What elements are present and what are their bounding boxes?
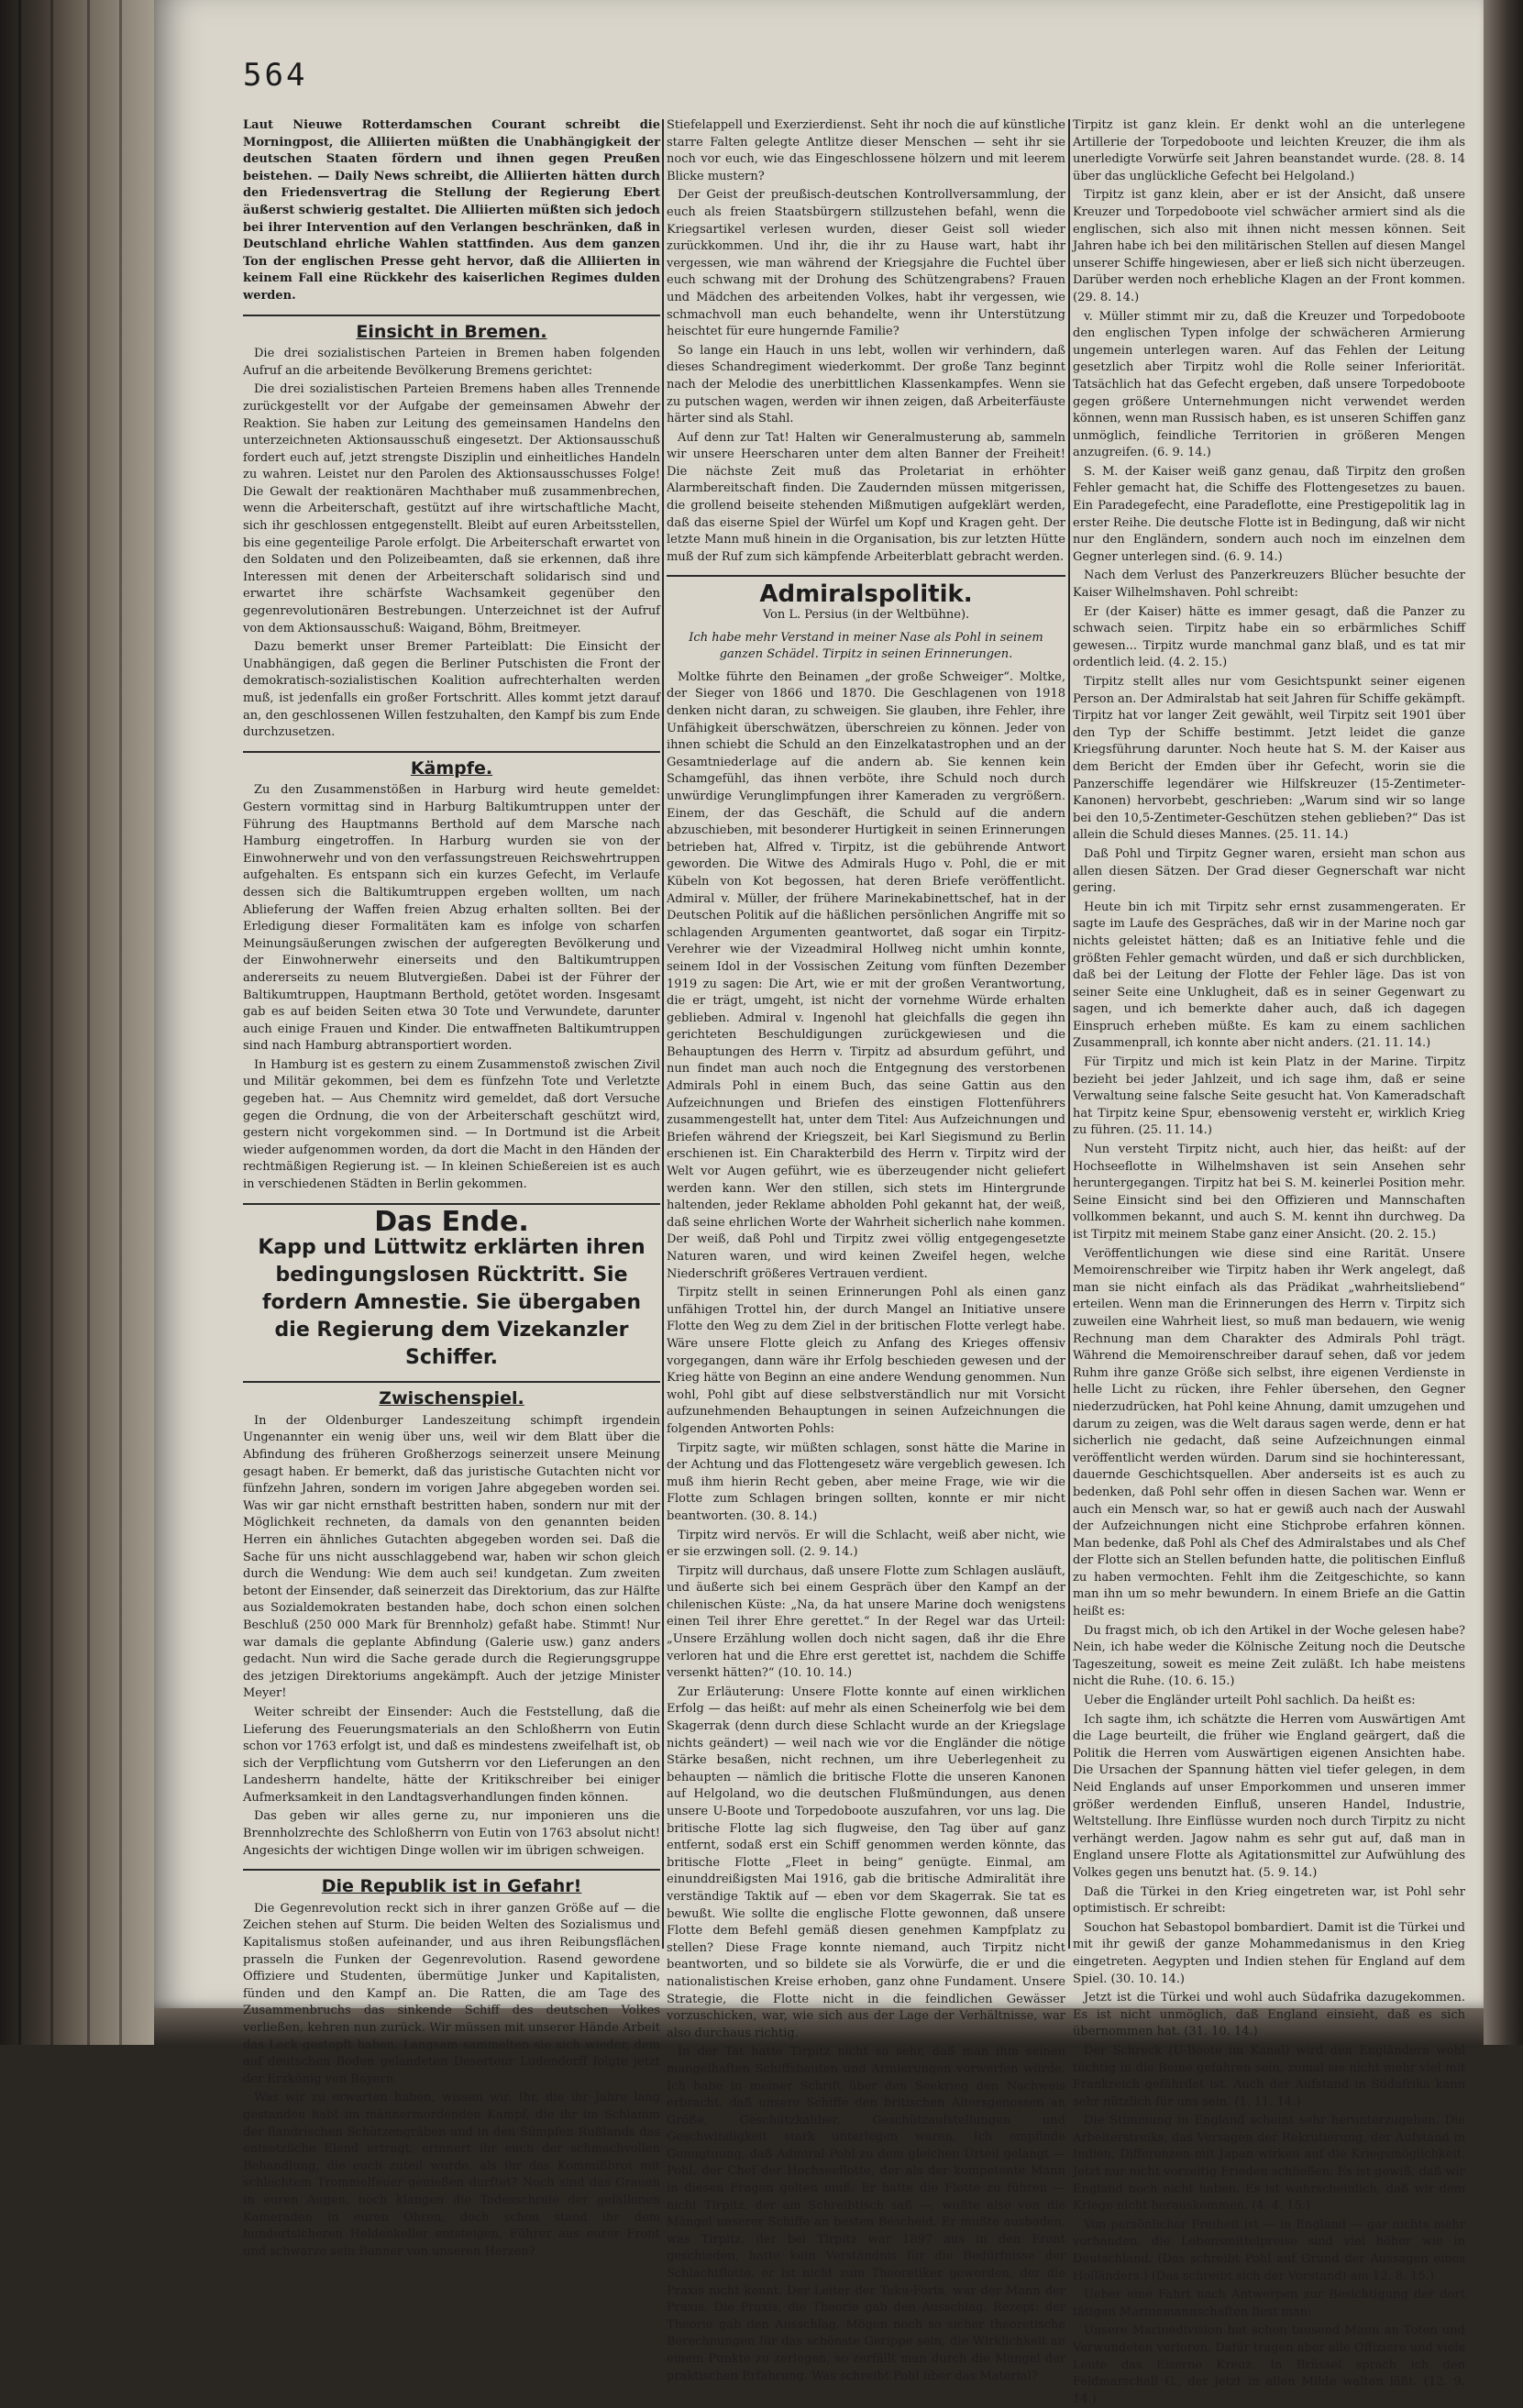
breaking-headline: Kapp und Lüttwitz erklärten ihren bedingungslosen Rücktritt. Sie fordern Amnestie. Sie übergaben die Regierung dem Vizekanzler Schiffer. [258,1236,646,1370]
paragraph: In Hamburg ist es gestern zu einem Zusammenstoß zwischen Zivil und Militär gekommen, bei dem es fünfzehn Tote und Verletzte gegeben hat. — Aus Chemnitz wird gemeldet, daß dort Versuche gegen die Ordnung, die von der Arbeiterschaft geschützt wird, gestern nicht vorgekommen sind. — In Dortmund ist die Arbeit wieder aufgenommen worden, da dort die Macht in den Händen der rechtmäßigen Regierung ist. — In kleinen Schießereien ist es auch in verschiedenen Städten in Berlin gekommen. [243,1057,660,1192]
paragraph: Veröffentlichungen wie diese sind eine Rarität. Unsere Memoirenschreiber wie Tirpitz haben ihr Werk angelegt, daß man sie nicht einfach als das Prädikat „wahrheitsliebend“ erteilen. Wenn man die Erinnerungen des Herrn v. Tirpitz sich zuweilen eine Wahrheit liest, so muß man bedauern, wie wenig Rechnung man dem Charakter des Admirals Pohl trägt. Während die Memoirenschreiber darauf sehen, daß vor jedem Ruhm ihre ganze Größe sich selbst, ihre eigenen Verdienste in helle Licht zu rücken, ihre Fehler übersehen, den Gegner niederzudrücken, hat Pohl keine Ahnung, damit umzugehen und darum zu zeigen, was die Welt daraus sagen werde, denn er hat sicherlich nie gedacht, daß seine Aufzeichnungen einmal veröffentlicht werden würden. Darum sind sie hochinteressant, dauernde Geschichtsquellen. Aber anderseits ist es auch zu bedenken, daß Pohl sehr offen in diesen Sachen war. Wenn er auch ein Mensch war, so hat er gewiß auch nach der Auswahl der Aufzeichnungen nicht eine Stichprobe erfahren können. Man bedenke, daß Pohl als Chef des Admiralstabes und als Chef der Flotte sich an Stellen befunden hatte, die politischen Einfluß zu haben vermochten. Fehlt ihm die Zeitgeschichte, so kann man ihn um so mehr bewundern. In einem Briefe an die Gattin heißt es: [1073,1246,1465,1619]
quote-paragraph: Tirpitz wird nervös. Er will die Schlacht, weiß aber nicht, wie er sie erzwingen soll. (2. 9. 14.) [667,1528,1065,1560]
paragraph: Du fragst mich, ob ich den Artikel in der Woche gelesen habe? Nein, ich habe weder die Kölnische Zeitung noch die Deutsche Tageszeitung, soweit es meine Zeit zuläßt. Ich habe meistens nicht die Ruhe. (10. 6. 15.) [1073,1623,1465,1689]
paragraph: In der Oldenburger Landeszeitung schimpft irgendein Ungenannter ein wenig über uns, weil wir dem Blatt über die Abfindung des früheren Großherzogs seinerzeit unsere Meinung gesagt haben. Er bemerkt, daß das juristische Gutachten nicht vor fünfzehn Jahren, sondern im vorigen Jahre abgegeben worden sei. Was wir gar nicht ernsthaft bestritten haben, sondern nur mit der Möglichkeit rechneten, da damals von den genannten beiden Herren ein ähnliches Gutachten abgegeben worden sei. Daß die Sache für uns nicht ausschlaggebend war, haben wir schon gleich durch die Wendung: Wie dem auch sei! kundgetan. Zum zweiten betont der Einsender, daß seinerzeit das Direktorium, das zur Hälfte aus Sozialdemokraten bestanden habe, doch schon einen solchen Beschluß (250 000 Mark für Brennholz) gefaßt habe. Stimmt! Nur war damals die geplante Abfindung (Galerie usw.) ganz anders gedacht. Nun wird die Sache gerade durch die Regierungsgruppe des jetzigen Direktoriums angekämpft. Auch der jetzige Minister Meyer! [243,1413,660,1701]
book-binding [0,0,154,2045]
paragraph: Tirpitz ist ganz klein. Er denkt wohl an die unterlegene Artillerie der Torpedoboote und leichten Kreuzer, die ihm als unerledigte Vorwürfe seit Jahren beanstandet wurde. (28. 8. 14 über das unglückliche Gefecht bei Helgoland.) [1073,118,1465,183]
column-middle [667,117,1065,2383]
paragraph: In der Tat hatte Tirpitz nicht so sehr, daß man ihm seinen mangelhaften Schiffsbauten und Armierungen vorwerfen würde. Ich habe in meiner Schrift über den Seekrieg den Nachweis erbracht, daß unsere Schiffe den britischen Altersgenossen an Größe, Geschützkaliber, Geschützaufstellungen und Geschwindigkeit stark unterlegen waren. Ich empfinde Genugtuung, daß Admiral Pohl zu dem gleichen Urteil gelangt — Pohl, der Chef der Hochseeflotte, der als der kompetente Mann in diesen Fragen gelten muß. Er hatte die Flotte zu führen — nicht Tirpitz, der am Schreibtisch saß —, wußte also von die Mängel unserer Schiffe an besten Bescheid. Er mußte ausbaden, was Tirpitz, der bei Tirpitz war 1897 aus in den Front geschieden, hatte kein Verständnis für die Bedürfnisse der Schlachtflotte, er ist nicht zum Theoretiker geworden, der die Praxis nicht kennt. Der Leiter der Taku-Forts, war der Mann der Praxis. Die Praxis, die Theorie gab den Ausschlag. Rezept: der Theorie gab den Ausschlag. Mögen noch so sicher theoretische Berechnungen für das schönste Gerippe sein, die Wirklichkeit an einem Punkte zu zerlegen, so zerfällt man durch die Mangel der praktischen Erfahrung. Was schreibt Pohl über das Material? [667,2045,1065,2383]
paragraph: Moltke führte den Beinamen „der große Schweiger“. Moltke, der Sieger von 1866 und 1870. Die Geschlagenen von 1918 denken nicht daran, zu schweigen. Sie glauben, ihre Fehler, ihre Unfähigkeit überschwätzen, überschreien zu können. Jeder von ihnen schiebt die Schuld an den Einzelkatastrophen und an der Gesamtniederlage auf die andern ab. Sie kennen kein Schamgefühl, das ihnen verböte, ihre Schuld noch durch unwürdige Verunglimpfungen ihrer Kameraden zu vergrößern. Einem, der das Geschäft, die Schuld auf die andern abzuschieben, mit besonderer Hurtigkeit in seinen Erinnerungen betrieben hat, Alfred v. Tirpitz, ist die gebührende Antwort geworden. Die Witwe des Admirals Hugo v. Pohl, die er mit Kübeln von Kot begossen, hat deren Briefe veröffentlicht. Admiral v. Müller, der frühere Marinekabinettschef, hat in der Deutschen Politik auf die häßlichen persönlichen Angriffe mit so schlagenden Argumenten geantwortet, daß sogar ein Tirpitz-Verehrer wie der Vizeadmiral Hollweg nicht umhin konnte, seinem Idol in der Vossischen Zeitung vom fünften Dezember 1919 zu sagen: Die Art, wie er mit der großen Verantwortung, die er trägt, umgeht, ist nicht der vornehme Würde erhalten geblieben. Admiral v. Ingenohl hat gleichfalls die gegen ihn gerichteten Beschuldigungen zurückgewiesen und die Behauptungen des Herrn v. Tirpitz ad absurdum geführt, und nun findet man auch noch die Entgegnung des verstorbenen Admirals Pohl in einem Buch, das seine Gattin aus den Aufzeichnungen und Briefen des einstigen Flottenführers zusammengestellt hat, unter dem Titel: Aus Aufzeichnungen und Briefen während der Kriegszeit, bei Karl Siegismund zu Berlin erschienen ist. Ein Charakterbild des Herrn v. Tirpitz wird der Welt vor Augen geführt, wie es überzeugender nicht geliefert werden kann. Wer den stillen, sich stets im Hintergrunde haltenden, jeder Reklame abholden Pohl gekannt hat, der weiß, daß seine ehrlichen Worte der Wahrheit sicherlich nahe kommen. Der weiß, daß Pohl und Tirpitz zwei völlig entgegengesetzte Naturen waren, und wird keinen Zweifel hegen, welche Niederschrift größeres Vertrauen verdient. [667,669,1065,1281]
intro-paragraph: Laut Nieuwe Rotterdamschen Courant schreibt die Morningpost, die Alliierten müßten die Unabhängigkeit der deutschen Staaten fördern und ihnen gegen Preußen beistehen. — Daily News schreibt, die Alliierten hätten durch den Friedensvertrag die Stellung der Regierung Ebert äußerst schwierig gestaltet. Die Alliierten müßten sich jedoch bei ihrer Intervention auf den Verlangen beschränken, daß in Deutschland ehrliche Wahlen stattfinden. Aus dem ganzen Ton der englischen Presse geht hervor, daß die Alliierten in keinem Fall eine Rückkehr des kaiserlichen Regimes dulden werden. [243,118,660,303]
paragraph: Der Schreck (U-Boote im Kanal) wird den Engländern wohl tüchtig in die Beine gefahren sein, zumal sie nicht mehr viel mit Frankreich gefährdet ist. Auch der Aufstand in Südafrika kann sehr nützlich für uns sein. (1. 11. 14.) [1073,2043,1465,2109]
section-title-republik: Die Republik ist in Gefahr! [321,1876,582,1897]
binding-stripe [50,0,53,2045]
column-left [243,117,660,2259]
paragraph: Heute bin ich mit Tirpitz sehr ernst zusammengeraten. Er sagte im Laufe des Gespräches, daß wir in der Marine noch gar nichts geleistet hätten; daß es an Initiative fehle und die größten Fehler gemacht würden, und daß er sich durchblicken, daß bei der Leitung der Flotte der Fehler läge. Das ist von seiner Seite eine Unklugheit, daß es in seiner Gegenwart zu sagen, und ich bemerkte daher auch, daß ich dagegen Einspruch erheben müßte. Es kam zu einem sachlichen Zusammenprall, ich konnte aber nicht anders. (21. 11. 14.) [1073,900,1465,1051]
paragraph: Die drei sozialistischen Parteien in Bremen haben folgenden Aufruf an die arbeitende Bevölkerung Bremens gerichtet: [243,347,660,378]
section-separator [667,575,1065,577]
quote-paragraph: Tirpitz stellt in seinen Erinnerungen Pohl als einen ganz unfähigen Trottel hin, der durch Mangel an Initiative unsere Flotte den Weg zu dem Ziel in der britischen Flotte verlegt habe. Wäre unsere Flotte gleich zu Anfang des Krieges offensiv vorgegangen, dann wäre ihr Erfolg beschieden gewesen und der Krieg hätte von Beginn an eine andere Wendung genommen. Nun wohl, Pohl gibt auf diese selbstverständlich nur mit Vorsicht aufzunehmenden Behauptungen in seinen Aufzeichnungen die folgenden Antworten Pohls: [667,1286,1065,1436]
paragraph: Was wir zu erwarten haben, wissen wir. Ihr, die ihr Jahre lang gestanden habt im männermordenden Kampf, die ihr im Schlamm der flandrischen Schützengräben und in den Sümpfen Rußlands das entsetzliche Elend ertragt, erinnert ihr euch der schmachvollen Behandlung, die euch zuteil wurde, als ihr das Kommißbrot mit schlechtem Trommelfeuer genießen durftet? Noch sind das Grauen in euren Augen, noch klangen die Todesschreie der gefallenen Kameraden in euren Ohren, doch schon stand ihr dem hundertsicheren Heldenkeller entsteigen, Führer aus eurer Front und schwarze sein Banner von unseren Herzen? [243,2091,660,2259]
column-rule [662,119,664,1949]
column-right [1073,117,1465,2406]
section-title-einsicht: Einsicht in Bremen. [356,321,547,342]
quote-paragraph: Tirpitz will durchaus, daß unsere Flotte zum Schlagen ausläuft, und äußerte sich bei einem Gespräch über den Kampf an der chilenischen Küste: „Na, da hat unsere Marine doch wenigstens einen Teil ihrer Ehre gerettet.“ In der Regel war das Urteil: „Unsere Erzählung wollen doch nicht sagen, daß ihr die Ehre verloren hat und die Ehre erst gerettet ist, nachdem die Schiffe versenkt hätten?“ (10. 10. 14.) [667,1563,1065,1681]
paragraph: Daß die Türkei in den Krieg eingetreten war, ist Pohl sehr optimistisch. Er schreibt: [1073,1884,1465,1916]
paragraph: Die Gegenrevolution reckt sich in ihrer ganzen Größe auf — die Zeichen stehen auf Sturm. Die beiden Welten des Sozialismus und Kapitalismus stoßen aufeinander, und aus ihren Reibungsflächen prasseln die Funken der Gegenrevolution. Rasend gewordene Offiziere und Studenten, übermütige Junker und Kapitalisten, fünden und den Kampf an. Die Ratten, die am Tage des Zusammenbruchs das sinkende Schiff des deutschen Volkes verließen, kehren nun zurück. Wir müssen mit unserer Hände Arbeit das Leck gestopft haben. Langsam sammelten sie sich wieder, dem auf deutschen Boden gelandeten Deserteur Ludendorff folgte jetzt der Erzkönig von Bayern. [243,1901,660,2086]
section-separator [243,1869,660,1871]
paragraph: Stiefelappell und Exerzierdienst. Seht ihr noch die auf künstliche starre Falten gelegte Antlitze dieser Menschen — seht ihr sie noch vor euch, wie das Eingeschlossene hölzern und mit leerem Blicke mustern? [667,118,1065,183]
paragraph: Tirpitz stellt alles nur vom Gesichtspunkt seiner eigenen Person an. Der Admiralstab hat seit Jahren für Schiffe gekämpft. Tirpitz hat vor langer Zeit gewählt, weil Tirpitz seit 1901 über den Typ der Schiffe bestimmt. Jetzt leidet die ganze Kriegsführung darunter. Noch heute hat S. M. der Kaiser aus dem Bericht der Emden über ihr Gefecht, worin sie die Panzerschiffe legendärer wie Hilfskreuzer (15-Zentimeter-Kanonen) hervorbebt, geschrieben: „Warum sind wir so lange bei den 10,5-Zentimeter-Geschützen stehen geblieben?“ Das ist allein die Schuld dieses Mannes. (25. 11. 14.) [1073,675,1465,843]
section-title-zwischenspiel: Zwischenspiel. [379,1388,524,1409]
section-separator [243,1381,660,1383]
paragraph: Nun versteht Tirpitz nicht, auch hier, das heißt: auf der Hochseeflotte in Wilhelmshaven ist sein Ansehen sehr heruntergegangen. Tirpitz hat bei S. M. keinerlei Position mehr. Seine Einsicht sind bei den Offizieren und Mannschaften vollkommen bekannt, und auch S. M. kennt ihn durchweg. Da ist Tirpitz mit meinem Stabe ganz einer Ansicht. (20. 2. 15.) [1073,1143,1465,1242]
binding-stripe [87,0,90,2045]
section-title-kaempfe: Kämpfe. [410,757,493,779]
page-edge-shadow [1484,0,1523,2045]
article-byline: Von L. Persius (in der Weltbühne). [762,608,970,623]
paragraph: Nach dem Verlust des Panzerkreuzers Blücher besuchte der Kaiser Wilhelmshaven. Pohl schreibt: [1073,569,1465,601]
binding-stripe [119,0,122,2045]
paragraph: Ueber eine Fahrt nach Antwerpen zur Besichtigung der dort tätigen Marinemannschaften liest man: [1073,2288,1465,2319]
binding-stripe [18,0,21,2045]
article-title-admiralspolitik: Admiralspolitik. [759,580,973,609]
paragraph: S. M. der Kaiser weiß ganz genau, daß Tirpitz den großen Fehler gemacht hat, die Schiffe des Flottengesetzes zu bauen. Ein Paradegefecht, eine Paradeflotte, eine Prestigepolitik lag in erster Reihe. Die deutsche Flotte ist in Bedingung, daß wir nicht nur den Engländern, sondern auch noch im einzelnen dem Gegner unterlegen sind. (6. 9. 14.) [1073,464,1465,564]
paragraph: Ich sagte ihm, ich schätzte die Herren vom Auswärtigen Amt die Lage beurteilt, die früher wie England geärgert, daß die Politik die Herren vom Auswärtigen eigenen Ansichten habe. Die Ursachen der Spannung hätten viel tiefer gelegen, in dem Neid Englands auf unser Emporkommen und unseren immer größer werdenden Einfluß, unseren Handel, Industrie, Weltstellung. Ihre Einflüsse wurden noch durch Tirpitz zu nicht verhängt werden. Jagow nahm es sehr gut auf, daß man in England unsere Flotte als Agitationsmittel zur Aufwühlung des Volkes gegen uns benutzt hat. (5. 9. 14.) [1073,1712,1465,1880]
section-separator [243,751,660,753]
section-separator [243,1203,660,1205]
paragraph: Dazu bemerkt unser Bremer Parteiblatt: Die Einsicht der Unabhängigen, daß gegen die Berliner Putschisten die Front der demokratisch-sozialistischen Koalition aufrechterhalten werden muß, ist jedenfalls ein großer Fortschritt. Alles kommt jetzt darauf an, den geschlossenen Willen festzuhalten, den Kampf bis zum Ende durchzusetzen. [243,640,660,740]
paragraph: Souchon hat Sebastopol bombardiert. Damit ist die Türkei und mit ihr gewiß der ganze Mohammedanismus in den Krieg eingetreten. Aegypten und Indien stehen für England auf dem Spiel. (30. 10. 14.) [1073,1920,1465,1986]
section-title-das-ende: Das Ende. [374,1205,529,1238]
paragraph: Tirpitz ist ganz klein, aber er ist der Ansicht, daß unsere Kreuzer und Torpedoboote viel schwächer armiert sind als die englischen, sich also mit ihnen nicht messen können. Seit Jahren habe ich bei den militärischen Stellen auf diesen Mangel unserer Schiffe hingewiesen, aber er ließ sich nicht überzeugen. Darüber werden noch erhebliche Klagen an der Front kommen. (29. 8. 14.) [1073,188,1465,304]
paragraph: Jetzt ist die Türkei und wohl auch Südafrika dazugekommen. Es ist nicht unmöglich, daß England einsieht, daß es sich übernommen hat. (31. 10. 14.) [1073,1991,1465,2039]
paragraph: Die Stimmung in England scheint sehr herunterzugehen. Die Arbeiterstreiks, das Versagen der Rekrutierung, der Aufstand in Indien, Differenzen mit Japan wirken auf die Kriegsmöglichkeit. Jetzt nur nicht vorzeitig Frieden schließen. Es ist gewiß, daß wir England noch nicht haben. Es ist wahrscheinlich, daß wir dem Kriege nicht herauskommen. (4. 4. 15.) [1073,2114,1465,2214]
paragraph: So lange ein Hauch in uns lebt, wollen wir verhindern, daß dieses Schandregiment wiederkommt. Der große Tanz beginnt nach der Melodie des unerbittlichen Klassenkampfes. Wenn sie zu putschen wagen, werden wir ihnen zeigen, daß Arbeiterfäuste härter sind als Stahl. [667,343,1065,426]
paragraph: Weiter schreibt der Einsender: Auch die Feststellung, daß die Lieferung des Feuerungsmaterials an den Schloßherrn von Eutin schon vor 1763 erfolgt ist, und daß es mindestens zweifelhaft ist, ob sich der Verpflichtung vom Gutsherrn vor den Lieferungen an den Landesherrn handelte, hätte der Kritikschreiber bei einiger Aufmerksamkeit in den Landtagsverhandlungen finden können. [243,1705,660,1805]
paragraph: Der Geist der preußisch-deutschen Kontrollversammlung, der euch als freien Staatsbürgern stillzustehen befahl, wenn die Kriegsartikel verlesen wurden, dieser Geist soll wieder zurückkommen. Und ihr, die ihr zu Hause wart, habt ihr vergessen, wie man während der Kriegsjahre die Fuchtel über euch schwang mit der Drohung des Schützengrabens? Frauen und Mädchen des arbeitenden Volkes, habt ihr vergessen, wie schmachvoll man euch behandelte, wenn ihr Unterstützung heischtet für eure hungernde Familie? [667,188,1065,339]
paragraph: Das geben wir alles gerne zu, nur imponieren uns die Brennholzrechte des Schloßherrn von Eutin von 1763 absolut nicht! Angesichts der wichtigen Dinge wollen wir im übrigen schweigen. [243,1809,660,1858]
paragraph: Von persönlicher Freiheit ist — in England — gar nichts mehr vorhanden, die Lebensmittelpreise sind viel höher wie in Deutschland. (Das schreibt Pohl auf Grund der Aussagen eines Holländers.) (Das schreibt sich der Vorstand) am 12. 8. 15.) [1073,2217,1465,2283]
paragraph: Zu den Zusammenstößen in Harburg wird heute gemeldet: Gestern vormittag sind in Harburg Baltikumtruppen unter der Führung des Hauptmanns Berthold auf dem Marsche nach Hamburg eingetroffen. In Harburg wurden sie von der Einwohnerwehr und von den verfassungstreuen Reichswehrtruppen aufgehalten. Es entspann sich ein kurzes Gefecht, im Verlaufe dessen sich die Baltikumtruppen ergeben wollten, um nach Ablieferung der Waffen freien Abzug erhalten sollten. Bei der Erledigung dieser Formalitäten kam es infolge von scharfen Meinungsäußerungen zwischen der aufgeregten Bevölkerung und der Einwohnerwehr einerseits und den Baltikumtruppen andererseits zu neuem Blutvergießen. Dabei ist der Führer der Baltikumtruppen, Hauptmann Berthold, getötet worden. Insgesamt gab es auf beiden Seiten etwa 30 Tote und Verwundete, darunter auch einige Frauen und Kinder. Die entwaffneten Baltikumtruppen sind nach Hamburg abtransportiert worden. [243,783,660,1054]
paragraph: Zur Erläuterung: Unsere Flotte konnte auf einen wirklichen Erfolg — das heißt: auf mehr als einen Scheinerfolg wie bei dem Skagerrak (denn durch diese Schlacht wurde an der Kriegslage nichts geändert) — weil nach wie vor die Engländer die nötige Stärke besaßen, nicht rechnen, um ihre Ueberlegenheit zu behaupten — nämlich die britische Flotte die unseren Kanonen auf Helgoland, wo die deutschen Flußmündungen, aus denen unsere U-Boote und Torpedoboote auszufahren, vor uns lag. Die britische Flotte lag sich flugweise, den Tag über auf ganz entfernt, sodaß erst ein Schiff genommen werden könnte, das britische Flotte „Fleet in being“ genügte. Einmal, am einunddreißigsten Mai 1916, gab die britische Admiralität ihre verständige Taktik auf — eben vor dem Skagerrak. Sie tat es bewußt. Wie sollte die englische Flotte gewonnen, daß unsere Flotte dem Befehl gemäß diesen genehmen Kampfplatz zu stellen? Diese Frage konnte niemand, auch Tirpitz nicht beantworten, und so bildete sie als Vorwürfe, die er und die nationalistischen Kreise erhoben, ganz ohne Fundament. Unsere Strategie, die Flotte nicht in die feindlichen Gewässer vorzuschicken, war, wie sich aus der Lage der Verhältnisse, war also durchaus richtig. [667,1684,1065,2040]
quote-paragraph: Tirpitz sagte, wir müßten schlagen, sonst hätte die Marine in der Achtung und das Flottengesetz wäre vergeblich gewesen. Ich muß ihm hierin Recht geben, aber meine Frage, wie wir die Flotte zum Schlagen bringen sollten, konnte er mir nicht beantworten. (30. 8. 14.) [667,1441,1065,1523]
paragraph: Unsere Marinedivision hat schon tausend Mann an Toten und Verwundeten verloren. Dafür tragen aber alle Offiziere und viele Leute das Eiserne Kreuz. In Brüssel sprach ich den Feldmarschall G., der jetzt in allen Milde walten läßt. (12. 9. 14.) [1073,2324,1465,2406]
paragraph: Für Tirpitz und mich ist kein Platz in der Marine. Tirpitz bezieht bei jeder Jahlzeit, und ich sage ihm, daß er seine Verwaltung seine falsche Seite gesucht hat. Von Kameradschaft hat Tirpitz keine Spur, ebensowenig versteht er, wirklich Krieg zu führen. (25. 11. 14.) [1073,1055,1465,1138]
page-number: 564 [243,57,308,94]
paragraph: Ueber die Engländer urteilt Pohl sachlich. Da heißt es: [1084,1694,1416,1708]
paragraph: v. Müller stimmt mir zu, daß die Kreuzer und Torpedoboote den englischen Typen infolge der schwächeren Armierung ungemein unterlegen waren. Auf das Fehlen der Leitung gesetzlich aber Tirpitz wohl die Rolle seiner Inferiorität. Tatsächlich hat das Gefecht ergeben, daß unsere Torpedoboote gegen größere Unternehmungen nicht verwendet werden können, wenn man Russisch haben, es ist unseren Schiffen ganz unmöglich, feindliche Territorien in größeren Mengen anzugreifen. (6. 9. 14.) [1073,309,1465,460]
paragraph: Auf denn zur Tat! Halten wir Generalmusterung ab, sammeln wir unsere Heerscharen unter dem alten Banner der Freiheit! Die nächste Zeit muß das Proletariat in erhöhter Alarmbereitschaft finden. Die Zaudernden müssen mitgerissen, die grollend beiseite stehenden Mißmutigen aufgeklärt werden, daß das eiserne Spiel der Würfel um Kopf und Kragen geht. Der letzte Mann muß hinein in die Organisation, bis zur letzten Hütte muß der Ruf zum sich kämpfende Arbeiterblatt gebracht werden. [667,430,1065,564]
paragraph: Daß Pohl und Tirpitz Gegner waren, ersieht man schon aus allen diesen Sätzen. Der Grad dieser Gegnerschaft war nicht gering. [1073,846,1465,896]
paragraph: Die drei sozialistischen Parteien Bremens haben alles Trennende zurückgestellt vor der Aufgabe der gemeinsamen Abwehr der Reaktion. Sie haben zur Leitung des gemeinsamen Handelns den unterzeichneten Aktionsausschuß eingesetzt. Der Aktionsausschuß fordert euch auf, jetzt strengste Disziplin und einheitliches Handeln zu wahren. Leistet nur den Parolen des Aktionsausschusses Folge! Die Gewalt der reaktionären Machthaber muß zusammenbrechen, wenn die Arbeiterschaft, gestützt auf ihre wirtschaftliche Macht, sich ihr geschlossen entgegenstellt. Bleibt auf euren Arbeitsstellen, bis eine gegenteilige Parole erfolgt. Die Arbeiterschaft erwartet von den Soldaten und den Polizeibeamten, daß sie erkennen, daß ihre Interessen mit denen der Arbeiterschaft solidarisch sind und erwartet ihre schärfste Wachsamkeit gegenüber den gegenrevolutionären Bestrebungen. Unterzeichnet ist der Aufruf von dem Aktionsausschuß: Waigand, Böhm, Breitmeyer. [243,382,660,635]
paragraph: Er (der Kaiser) hätte es immer gesagt, daß die Panzer zu schwach seien. Tirpitz habe ein so erbärmliches Schiff gewesen... Tirpitz wurde manchmal ganz blaß, und es tat mir ordentlich leid. (4. 2. 15.) [1073,604,1465,670]
section-separator [243,315,660,316]
column-rule [1068,119,1070,1949]
article-epigraph: Ich habe mehr Verstand in meiner Nase als Pohl in seinem ganzen Schädel. Tirpitz in seinen Erinnerungen. [689,630,1043,662]
